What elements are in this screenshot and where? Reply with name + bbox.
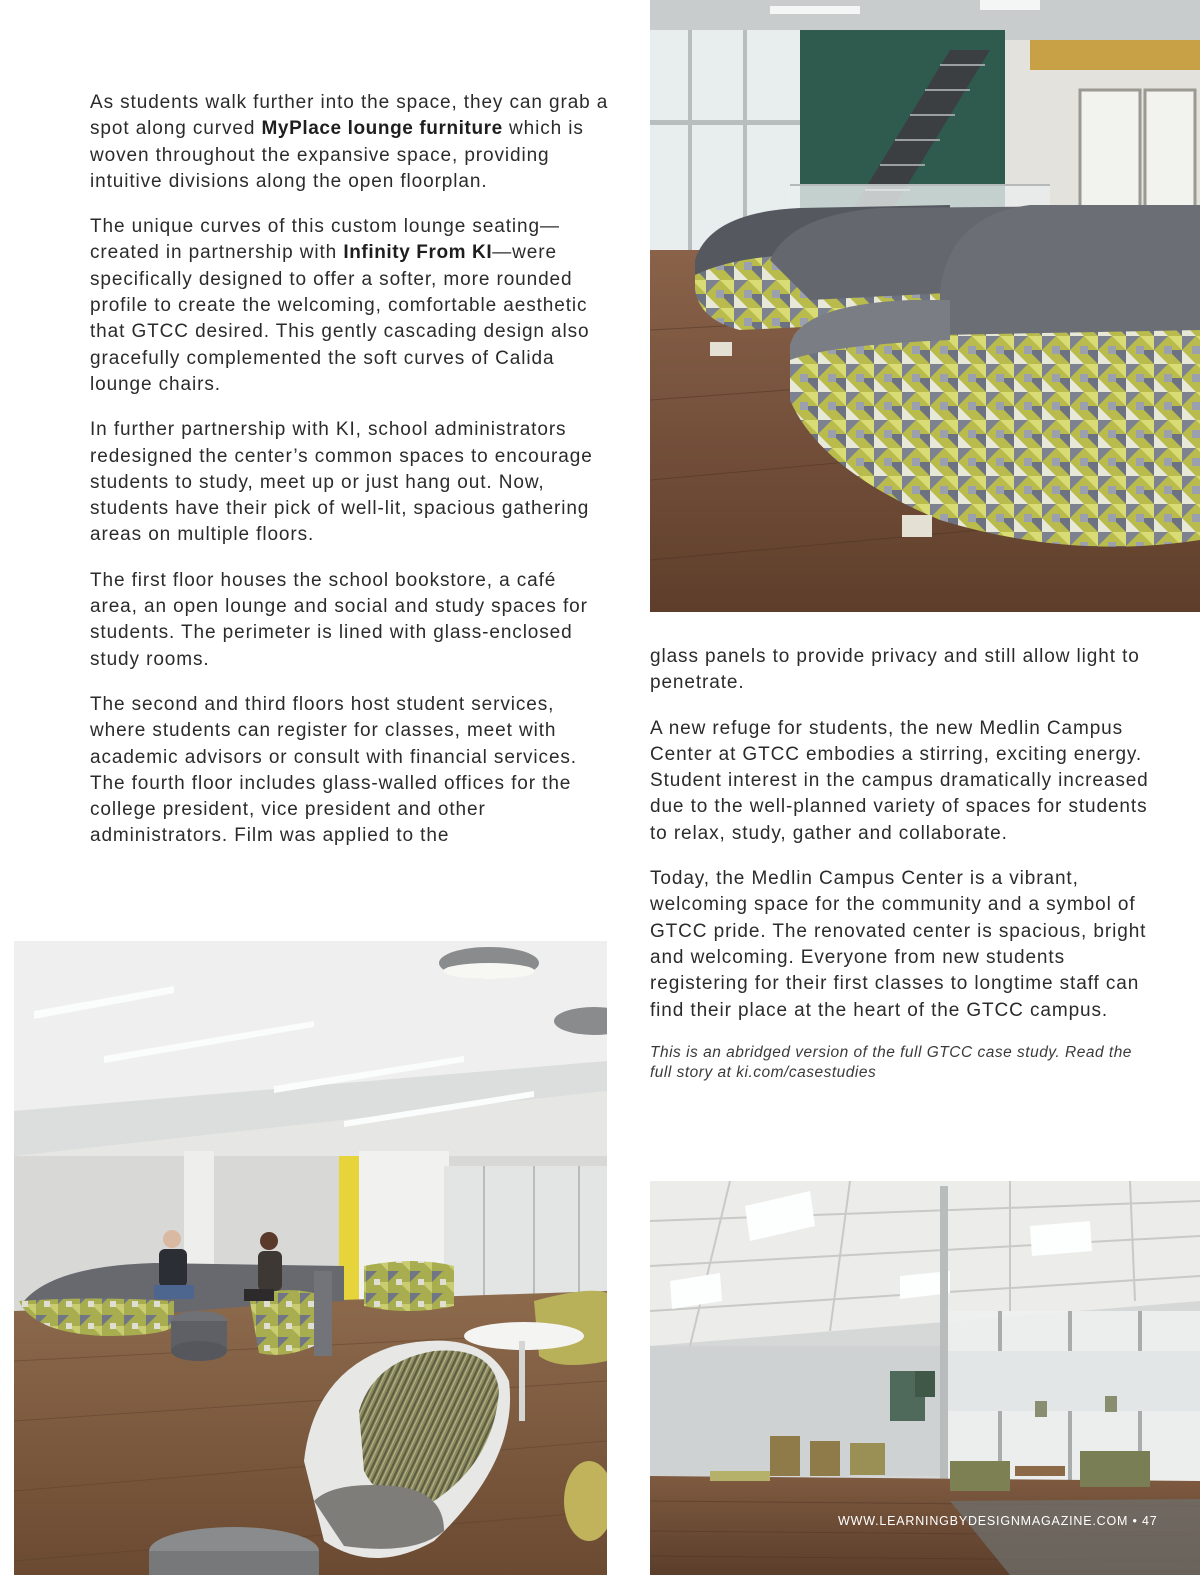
page-number: 47 <box>1141 1514 1158 1528</box>
right-article-column <box>650 644 1150 1102</box>
paragraph-new-refuge: A new refuge for students, the new Medlin Campus Center at GTCC embodies a stirring, exciting energy. Student interest in the campus dramatically increased due to the well-planned variety of spaces for students to relax, study, gather and collaborate. <box>650 717 1149 844</box>
brand-name-infinity-from-ki: Infinity From KI <box>343 242 493 264</box>
page-footer <box>838 1514 1157 1528</box>
magazine-url: WWW.LEARNINGBYDESIGNMAGAZINE.COM <box>838 1514 1129 1528</box>
paragraph-custom-seating <box>90 214 610 398</box>
text: As students walk further into the space, they can grab a spot along curved <box>90 92 609 140</box>
text: —were specifically designed to offer a softer, more rounded profile to create the welcoming, comfortable aesthetic that GTCC desired. This gently cascading design also gracefully complemented the soft curves of Calida lounge chairs. <box>90 242 590 395</box>
paragraph-today: Today, the Medlin Campus Center is a vibrant, welcoming space for the community and a symbol of GTCC pride. The renovated center is spacious, bright and welcoming. Everyone from new students registering for their first classes to longtime staff can find their place at the heart of the GTCC campus. <box>650 868 1147 1021</box>
case-study-caption: This is an abridged version of the full GTCC case study. Read the full story at ki.com/casestudies <box>650 1043 1132 1081</box>
product-name-myplace: MyPlace lounge furniture <box>261 118 503 140</box>
paragraph-lounge-furniture <box>90 90 610 195</box>
paragraph-glass-panels: glass panels to provide privacy and still allow light to penetrate. <box>650 646 1140 694</box>
footer-separator: • <box>1132 1514 1138 1528</box>
paragraph-common-spaces: In further partnership with KI, school administrators redesigned the center’s common spaces to encourage students to study, meet up or just hang out. Now, students have their pick of well-lit, spacious gathering areas on multiple floors. <box>90 419 593 546</box>
photo-curved-lounge-seating <box>650 0 1200 612</box>
text: which is woven throughout the expansive space, providing intuitive divisions along the open floorplan. <box>90 118 584 192</box>
text: The unique curves of this custom lounge seating—created in partnership with <box>90 216 560 264</box>
photo-open-lounge-area <box>14 941 607 1575</box>
left-article-column <box>90 90 610 869</box>
paragraph-upper-floors: The second and third floors host student services, where students can register for classes, meet with academic advisors or consult with financial services. The fourth floor includes glass-walled offices for the college president, vice president and other administrators. Film was applied to the <box>90 693 577 847</box>
paragraph-first-floor: The first floor houses the school bookstore, a café area, an open lounge and social and study spaces for students. The perimeter is lined with glass-enclosed study rooms. <box>90 569 588 670</box>
